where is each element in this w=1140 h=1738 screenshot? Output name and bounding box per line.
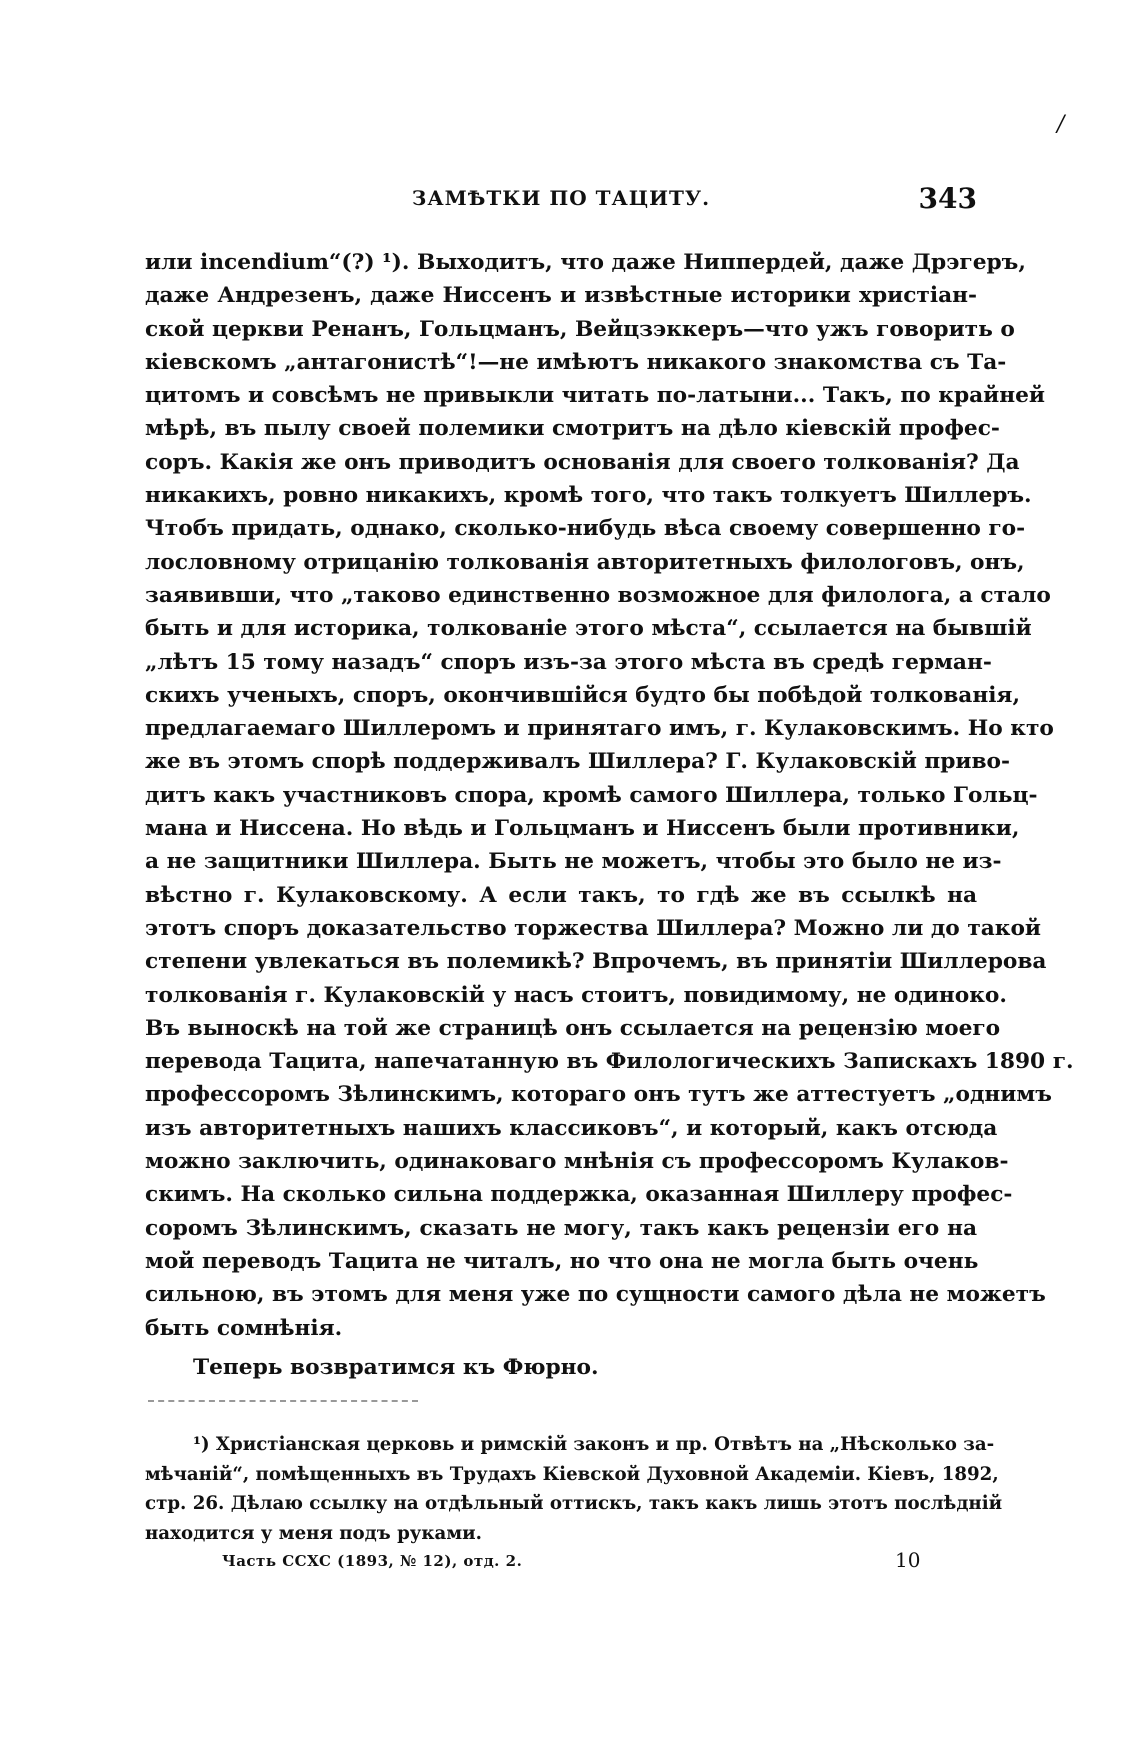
text-line: этотъ споръ доказательство торжества Шиллера? Можно ли до такой	[145, 915, 1042, 941]
text-line: или incendium“(?) ¹). Выходитъ, что даже Ниппердей, даже Дрэгеръ,	[145, 250, 1026, 275]
text-line: можно заключить, одинаковаго мнѣнія съ профессоромъ Кулаков-	[145, 1149, 1009, 1175]
text-line: ской церкви Ренанъ, Гольцманъ, Вейцзэккеръ—что ужъ говорить о	[145, 316, 1015, 342]
text-line: вѣстно г. Кулаковскому. А если такъ, то гдѣ же въ ссылкѣ на	[145, 882, 977, 908]
text-line: мана и Ниссена. Но вѣдь и Гольцманъ и Ниссенъ были противники,	[145, 816, 1020, 842]
text-line: соромъ Зѣлинскимъ, сказать не могу, такъ какъ рецензіи его на	[145, 1215, 977, 1241]
footnote-line: мѣчаній“, помѣщенныхъ въ Трудахъ Кіевской Духовной Академіи. Кіевъ, 1892,	[145, 1463, 999, 1485]
footnote-line: ¹) Христіанская церковь и римскій законъ и пр. Отвѣтъ на „Нѣсколько за-	[193, 1434, 995, 1455]
running-title: ЗАМѢТКИ ПО ТАЦИТУ.	[411, 186, 711, 210]
text-line: даже Андрезенъ, даже Ниссенъ и извѣстные историки христіан-	[145, 283, 977, 309]
text-line: скихъ ученыхъ, споръ, окончившійся будто бы побѣдой толкованія,	[145, 682, 1021, 708]
text-line: мѣрѣ, въ пылу своей полемики смотритъ на дѣло кіевскій профес-	[145, 416, 1000, 442]
text-line: же въ этомъ спорѣ поддерживалъ Шиллера? Г. Кулаковскій приво-	[145, 749, 1011, 775]
text-line: быть и для историка, толкованіе этого мѣста“, ссылается на бывшій	[145, 616, 1032, 642]
footnote-line: находится у меня подъ руками.	[145, 1522, 482, 1544]
text-line: степени увлекаться въ полемикѣ? Впрочемъ, въ принятіи Шиллерова	[145, 949, 1047, 975]
text-line: лословному отрицанію толкованія авторитетныхъ филологовъ, онъ,	[145, 549, 1025, 575]
text-line: быть сомнѣнія.	[145, 1315, 343, 1341]
page-number: 343	[918, 182, 977, 215]
closing-line: Теперь возвратимся къ Фюрно.	[193, 1354, 599, 1380]
text-line: мой переводъ Тацита не читалъ, но что она не могла быть очень	[145, 1248, 979, 1274]
footnote-divider	[148, 1400, 418, 1402]
text-line: сильною, въ этомъ для меня уже по сущности самого дѣла не можетъ	[145, 1282, 1046, 1308]
text-line: а не защитники Шиллера. Быть не можетъ, чтобы это было не из-	[145, 849, 1002, 875]
text-line: предлагаемаго Шиллеромъ и принятаго имъ, г. Кулаковскимъ. Но кто	[145, 716, 1054, 742]
text-line: соръ. Какія же онъ приводитъ основанія для своего толкованія? Да	[145, 449, 1020, 475]
footnote-line: стр. 26. Дѣлаю ссылку на отдѣльный оттискъ, такъ какъ лишь этотъ послѣдній	[145, 1493, 1003, 1514]
text-line: дитъ какъ участниковъ спора, кромѣ самого Шиллера, только Гольц-	[145, 782, 1038, 808]
text-line: „лѣтъ 15 тому назадъ“ споръ изъ-за этого мѣста въ средѣ герман-	[145, 649, 992, 675]
printer-signature: Часть CCXC (1893, № 12), отд. 2.	[222, 1552, 523, 1570]
main-text	[145, 246, 1074, 1384]
footnote	[145, 1430, 1003, 1548]
sheet-number: 10	[895, 1548, 921, 1572]
text-line: изъ авторитетныхъ нашихъ классиковъ“, и который, какъ отсюда	[145, 1115, 998, 1141]
text-line: Въ выноскѣ на той же страницѣ онъ ссылается на рецензію моего	[145, 1015, 1001, 1041]
text-line: профессоромъ Зѣлинскимъ, котораго онъ тутъ же аттестуетъ „однимъ	[145, 1082, 1052, 1108]
text-line: заявивши, что „таково единственно возможное для филолога, а стало	[145, 582, 1051, 608]
text-line: толкованія г. Кулаковскій у насъ стоитъ, повидимому, не одиноко.	[145, 982, 1007, 1008]
text-line: перевода Тацита, напечатанную въ Филологическихъ Запискахъ 1890 г.	[145, 1049, 1074, 1075]
text-line: цитомъ и совсѣмъ не привыкли читать по-латыни... Такъ, по крайней	[145, 383, 1046, 409]
text-line: кіевскомъ „антагонистѣ“!—не имѣютъ никакого знакомства съ Та-	[145, 349, 1007, 375]
text-line: Чтобъ придать, однако, сколько-нибудь вѣса своему совершенно го-	[145, 516, 1026, 542]
margin-mark: /	[1057, 112, 1065, 137]
text-line: скимъ. На сколько сильна поддержка, оказанная Шиллеру профес-	[145, 1182, 1013, 1208]
text-line: никакихъ, ровно никакихъ, кромѣ того, что такъ толкуетъ Шиллеръ.	[145, 483, 1032, 509]
running-head	[145, 182, 977, 226]
